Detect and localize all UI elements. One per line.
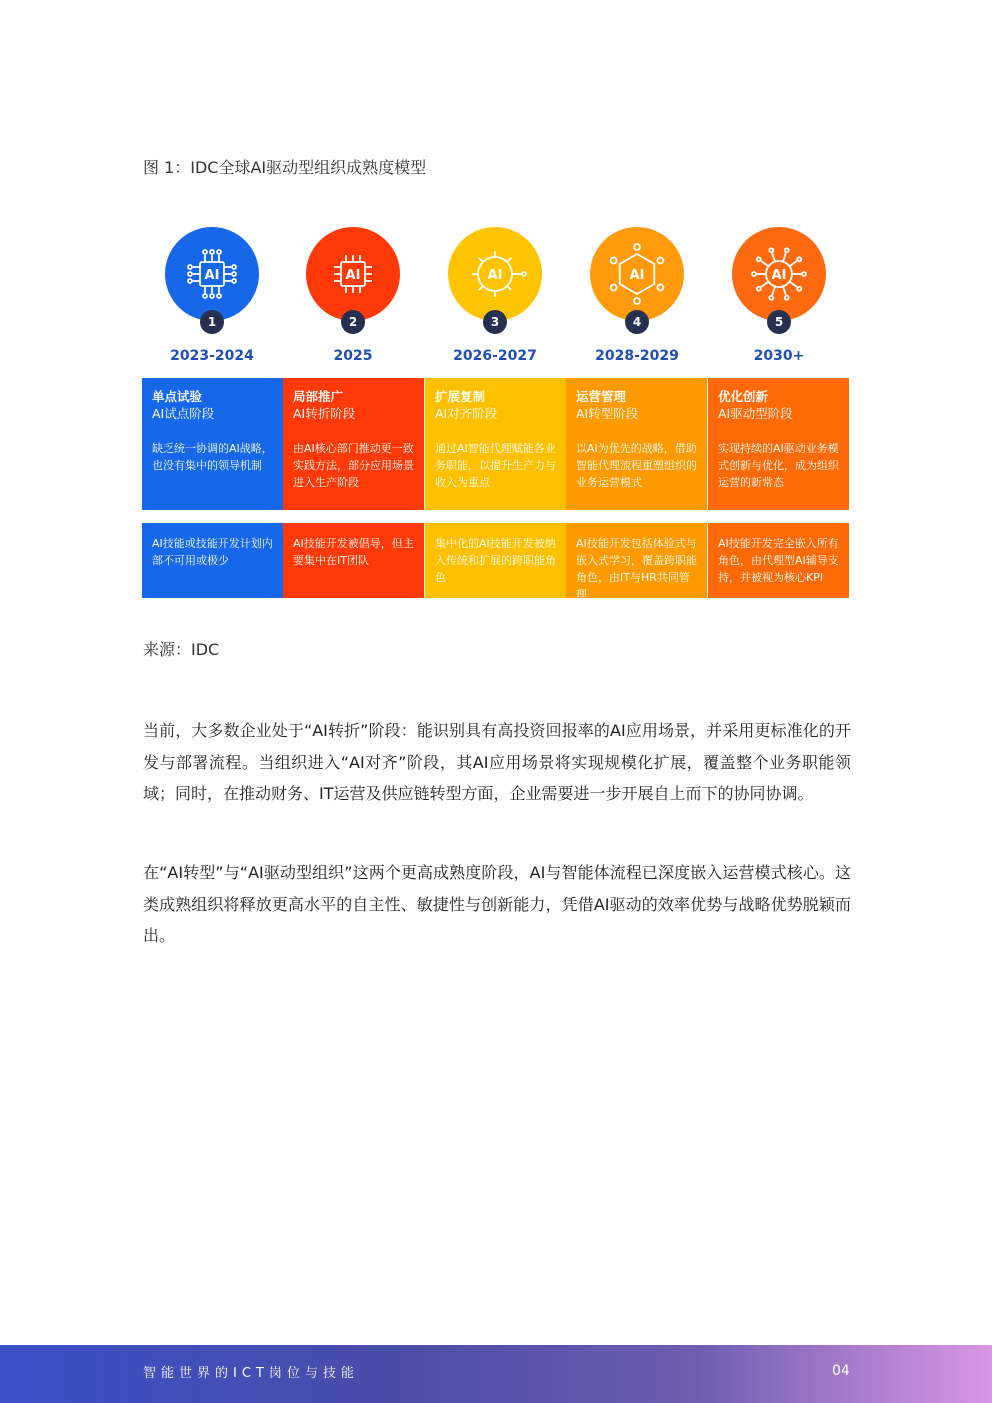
stage-skills-text: AI技能开发包括体验式与嵌入式学习，覆盖跨职能角色，由IT与HR共同管理	[576, 537, 697, 601]
ai-brain-icon	[732, 227, 826, 321]
stage-year: 2030+	[753, 348, 805, 364]
stage-header-1	[162, 227, 262, 367]
icon-ai-label: AI	[487, 268, 503, 283]
icon-ai-label: AI	[771, 268, 787, 283]
stage-number-badge: 2	[341, 310, 365, 334]
stage-description: 由AI核心部门推动更一致实践方法，部分应用场景进入生产阶段	[293, 442, 414, 489]
stage-name: 优化创新	[718, 389, 769, 404]
stage-name: 单点试验	[152, 389, 203, 404]
stage-skills-text: AI技能开发被倡导，但主要集中在IT团队	[293, 537, 414, 567]
stage-card-1	[142, 378, 283, 510]
icon-ai-label: AI	[345, 268, 361, 283]
stage-year: 2023-2024	[170, 348, 254, 364]
stage-subtitle: AI转型阶段	[576, 406, 639, 421]
stage-header-2	[303, 227, 403, 367]
figure-title: 图 1：IDC全球AI驱动型组织成熟度模型	[143, 158, 427, 177]
stage-number-badge: 3	[483, 310, 507, 334]
icon-ai-label: AI	[204, 268, 220, 283]
stage-name: 扩展复制	[435, 389, 486, 404]
ai-gear-icon	[448, 227, 542, 321]
stage-description: 以AI为优先的战略，借助智能代理流程重塑组织的业务运营模式	[576, 442, 697, 489]
body-paragraph-2: 在“AI转型”与“AI驱动型组织”这两个更高成熟度阶段，AI与智能体流程已深度嵌入运营模式核心。这类成熟组织将释放更高水平的自主性、敏捷性与创新能力，凭借AI驱动的效率优势与战略优势脱颖而出。	[143, 863, 851, 945]
source-note: 来源：IDC	[143, 640, 220, 659]
stage-skills-card-4	[566, 523, 707, 601]
stage-subtitle: AI对齐阶段	[435, 406, 498, 421]
stage-skills-text: 集中化的AI技能开发被纳入传统和扩展的跨职能角色	[435, 537, 556, 584]
page-footer	[0, 1345, 992, 1403]
page-number: 04	[832, 1363, 850, 1379]
stage-skills-card-5	[708, 523, 849, 598]
ai-network-icon	[590, 227, 684, 321]
stage-skills-card-2	[283, 523, 424, 598]
stage-description: 通过AI智能代理赋能各业务职能，以提升生产力与收入为重点	[435, 442, 556, 489]
stage-card-3	[425, 378, 566, 510]
stage-subtitle: AI转折阶段	[293, 406, 356, 421]
footer-title: 智能世界的ICT岗位与技能	[143, 1366, 359, 1381]
ai-chip-icon	[306, 227, 400, 321]
stage-skills-card-1	[142, 523, 283, 598]
stage-number-badge: 1	[200, 310, 224, 334]
stage-header-5	[729, 227, 829, 367]
icon-ai-label: AI	[629, 268, 645, 283]
stage-header-3	[445, 227, 545, 367]
stage-skills-text: AI技能或技能开发计划内部不可用或极少	[152, 537, 273, 567]
stage-number-badge: 5	[767, 310, 791, 334]
stage-name: 局部推广	[293, 389, 344, 404]
stage-description: 缺乏统一协调的AI战略，也没有集中的领导机制	[152, 442, 273, 472]
stage-header-4	[587, 227, 687, 367]
stage-year: 2026-2027	[453, 348, 537, 364]
stage-skills-card-3	[425, 523, 566, 598]
stage-card-2	[283, 378, 424, 510]
stage-card-4	[566, 378, 707, 510]
stage-skills-text: AI技能开发完全嵌入所有角色，由代理型AI辅导支持，并被视为核心KPI	[718, 537, 839, 584]
stage-year: 2028-2029	[595, 348, 679, 364]
body-paragraph-1: 当前，大多数企业处于“AI转折”阶段：能识别具有高投资回报率的AI应用场景，并采用更标准化的开发与部署流程。当组织进入“AI对齐”阶段，其AI应用场景将实现规模化扩展，覆盖整个业务职能领域；同时，在推动财务、IT运营及供应链转型方面，企业需要进一步开展自上而下的协同协调。	[143, 721, 851, 803]
stage-name: 运营管理	[576, 389, 627, 404]
stage-number-badge: 4	[625, 310, 649, 334]
stage-card-5	[708, 378, 849, 510]
stage-subtitle: AI驱动型阶段	[718, 406, 793, 421]
ai-chip-circuit-icon	[165, 227, 259, 321]
stage-description: 实现持续的AI驱动业务模式创新与优化，成为组织运营的新常态	[718, 442, 839, 489]
stage-subtitle: AI试点阶段	[152, 406, 215, 421]
stage-year: 2025	[333, 348, 373, 364]
